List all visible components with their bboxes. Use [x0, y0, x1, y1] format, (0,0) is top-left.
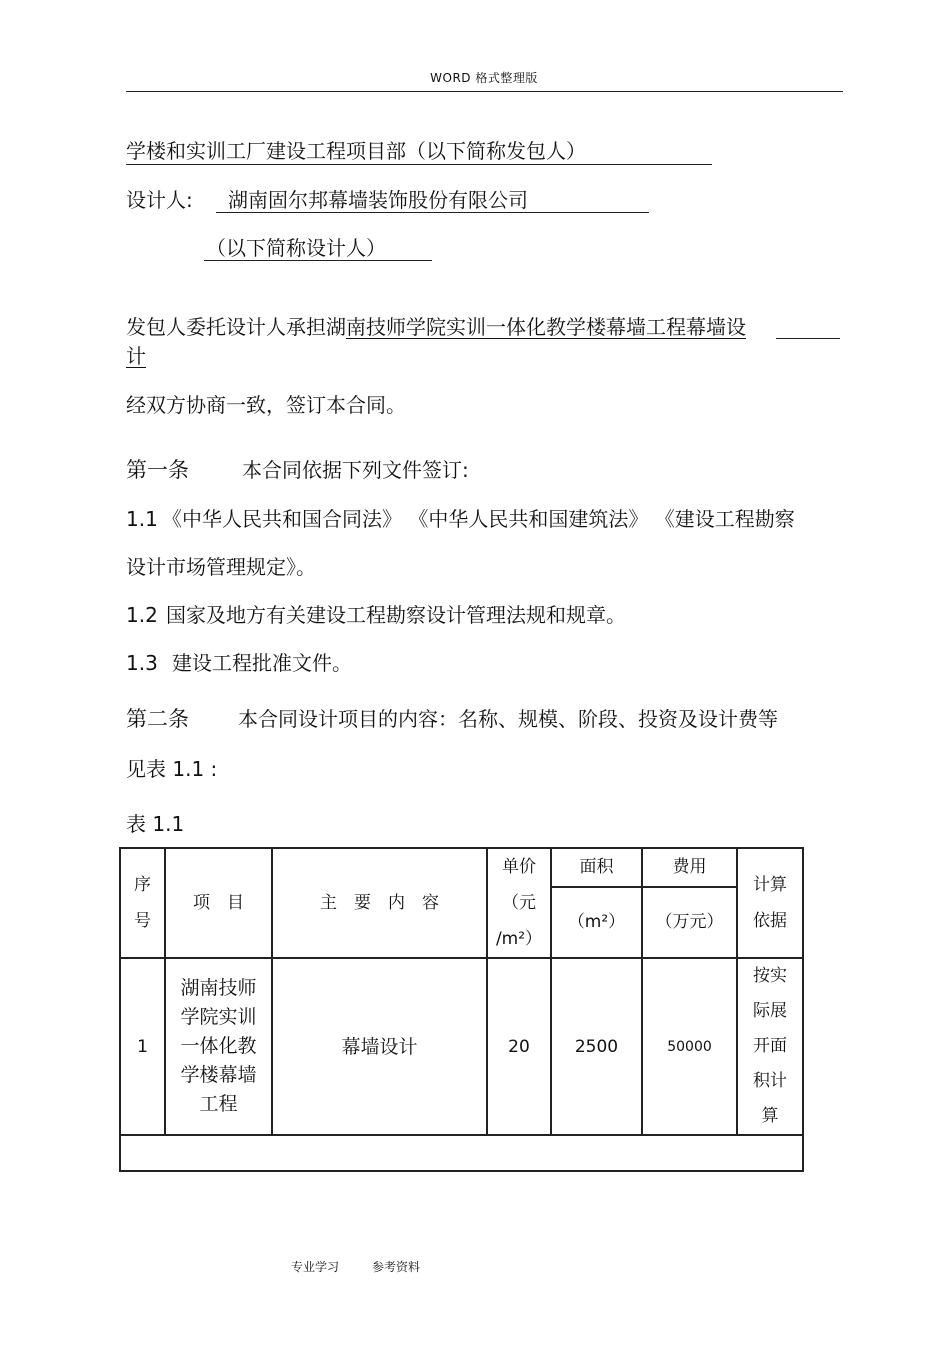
table-caption: 表 1.1 [126, 812, 185, 836]
table-row [120, 958, 803, 1135]
header-price: 单价 （元 /m²） [487, 848, 551, 958]
entrust-underline-tail [776, 338, 840, 339]
entrust-tail: 计 [126, 344, 146, 368]
table-header-row [120, 848, 803, 887]
table-empty-row [120, 1135, 803, 1171]
item-1-1-text: 《中华人民共和国合同法》 《中华人民共和国建筑法》 《建设工程勘察 [162, 507, 795, 531]
item-1-2-text: 国家及地方有关建设工程勘察设计管理法规和规章。 [166, 603, 626, 627]
designer-name: 湖南固尔邦幕墙装饰股份有限公司 [228, 188, 528, 212]
header-seq: 序 号 [120, 848, 165, 958]
row-area: 2500 [551, 958, 642, 1135]
intro-line-1-underline [126, 164, 712, 165]
header-fee: 费用 [642, 848, 737, 887]
designer-name-underline [216, 212, 649, 213]
header-basis: 计算 依据 [737, 848, 803, 958]
item-1-3-num: 1.3 [126, 651, 158, 675]
agreement-line: 经双方协商一致，签订本合同。 [126, 393, 406, 417]
designer-label: 设计人: [126, 188, 193, 212]
footer-left: 专业学习 [291, 1260, 340, 1274]
article-2-cont: 见表 1.1 : [126, 757, 218, 781]
entrust-prefix: 发包人委托设计人承担湖 [126, 315, 346, 339]
header-fee-unit: （万元） [642, 887, 737, 958]
row-fee: 50000 [642, 958, 737, 1135]
article-1-text: 本合同依据下列文件签订: [242, 458, 469, 482]
row-content: 幕墙设计 [272, 958, 487, 1135]
header-rule [126, 91, 843, 92]
article-2-text: 本合同设计项目的内容：名称、规模、阶段、投资及设计费等 [238, 707, 778, 731]
row-basis: 按实 际展 开面 积计 算 [737, 958, 803, 1135]
header-area: 面积 [551, 848, 642, 887]
row-price: 20 [487, 958, 551, 1135]
item-1-1-cont: 设计市场管理规定》。 [126, 555, 316, 579]
row-seq: 1 [120, 958, 165, 1135]
header-area-unit: （m²） [551, 887, 642, 958]
design-items-table [119, 847, 804, 1172]
item-1-2-num: 1.2 [126, 603, 158, 627]
article-1-title: 第一条 [126, 458, 189, 482]
intro-line-1: 学楼和实训工厂建设工程项目部（以下简称发包人） [126, 139, 586, 163]
header-content: 主 要 内 容 [272, 848, 487, 958]
page-header: WORD 格式整理版 [430, 71, 538, 85]
item-1-1-num: 1.1 [126, 507, 158, 531]
header-item: 项 目 [165, 848, 272, 958]
article-2-title: 第二条 [126, 707, 189, 731]
footer-right: 参考资料 [372, 1260, 421, 1274]
item-1-3-text: 建设工程批准文件。 [172, 651, 352, 675]
entrust-line [126, 314, 746, 340]
entrust-project: 南技师学院实训一体化教学楼幕墙工程幕墙设 [346, 315, 746, 339]
row-item: 湖南技师 学院实训 一体化教 学楼幕墙 工程 [165, 958, 272, 1135]
empty-cell [120, 1135, 803, 1171]
designer-note: （以下简称设计人） [206, 236, 386, 260]
designer-note-underline [204, 260, 432, 261]
